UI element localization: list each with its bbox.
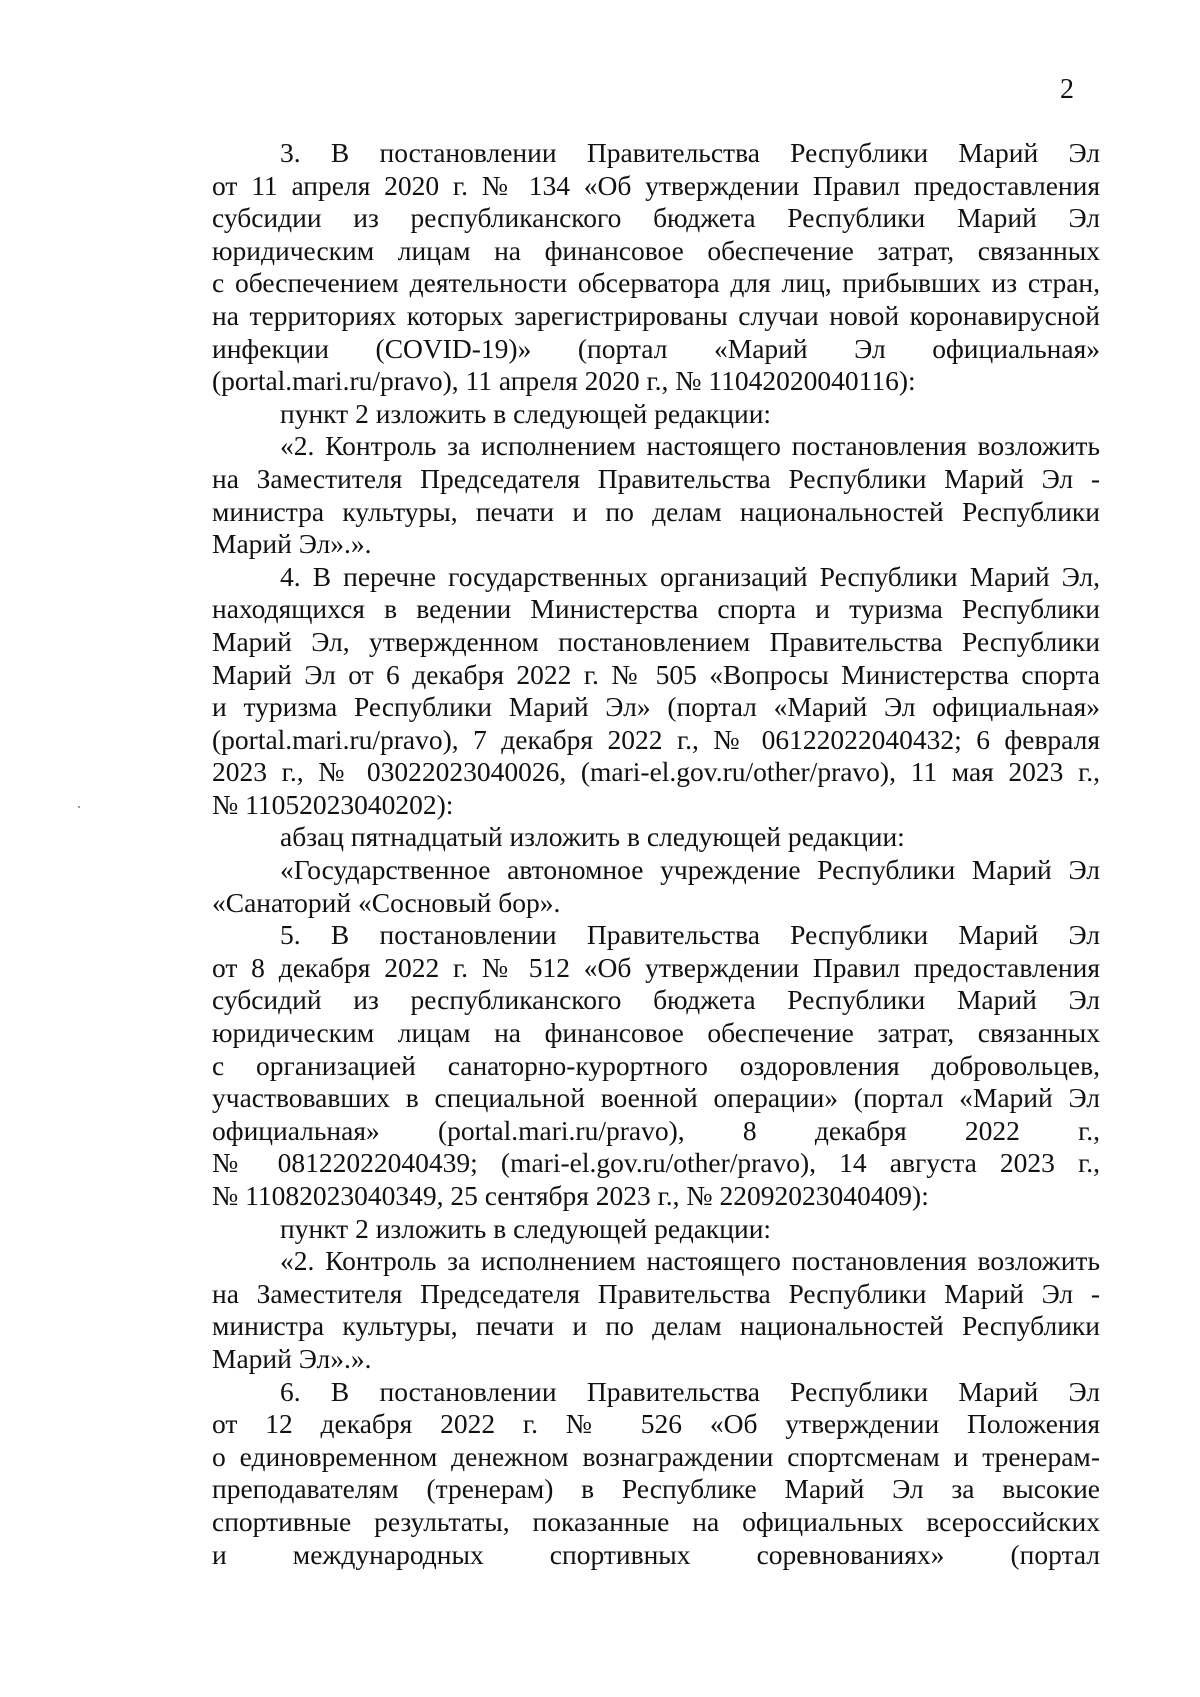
text-line: 6. В постановлении Правительства Республики Марий Эл	[280, 1375, 1100, 1407]
text-line: (portal.mari.ru/pravo), 11 апреля 2020 г., № 11042020040116):	[212, 365, 916, 397]
text-line: пункт 2 изложить в следующей редакции:	[280, 397, 772, 429]
text-line: (portal.mari.ru/pravo), 7 декабря 2022 г., № 06122022040432; 6 февраля	[212, 723, 1100, 755]
text-line: на территориях которых зарегистрированы случаи новой коронавирусной	[212, 299, 1100, 331]
paragraph-p4a	[212, 821, 1100, 854]
text-line: на Заместителя Председателя Правительства Республики Марий Эл -	[212, 1277, 1100, 1309]
text-line: находящихся в ведении Министерства спорта и туризма Республики	[212, 593, 1100, 625]
text-line: субсидий из республиканского бюджета Республики Марий Эл	[212, 984, 1100, 1016]
text-line: «2. Контроль за исполнением настоящего постановления возложить	[280, 1245, 1100, 1277]
text-line: «Государственное автономное учреждение Республики Марий Эл	[280, 854, 1100, 886]
text-line: преподавателям (тренерам) в Республике Марий Эл за высокие	[212, 1473, 1100, 1505]
text-line: с организацией санаторно-курортного оздоровления добровольцев,	[212, 1049, 1100, 1081]
text-line: 3. В постановлении Правительства Республики Марий Эл	[280, 137, 1100, 168]
text-line: инфекции (COVID-19)» (портал «Марий Эл официальная»	[212, 332, 1100, 364]
text-line: «Санаторий «Сосновый бор».	[212, 886, 561, 918]
text-line: пункт 2 изложить в следующей редакции:	[280, 1212, 772, 1244]
text-line: № 11082023040349, 25 сентября 2023 г., № 22092023040409):	[212, 1180, 929, 1211]
text-line: 2023 г., № 03022023040026, (mari-el.gov.ru/other/pravo), 11 мая 2023 г.,	[212, 756, 1100, 788]
text-line: от 11 апреля 2020 г. № 134 «Об утверждении Правил предоставления	[212, 169, 1100, 201]
text-line: спортивные результаты, показанные на официальных всероссийских	[212, 1505, 1100, 1537]
paragraph-p5b	[212, 1245, 1100, 1375]
text-line: субсидии из республиканского бюджета Республики Марий Эл	[212, 202, 1100, 234]
text-line: юридическим лицам на финансовое обеспечение затрат, связанных	[212, 234, 1100, 266]
paragraph-p3b	[212, 430, 1100, 560]
paragraph-p3	[212, 137, 1100, 398]
text-line: Марий Эл».».	[212, 528, 372, 560]
text-line: министра культуры, печати и по делам национальностей Республики	[212, 1310, 1100, 1342]
text-line: на Заместителя Председателя Правительства Республики Марий Эл -	[212, 462, 1100, 494]
text-line: 4. В перечне государственных организаций Республики Марий Эл,	[280, 560, 1100, 592]
text-line: абзац пятнадцатый изложить в следующей редакции:	[280, 821, 905, 853]
text-line: от 12 декабря 2022 г. № 526 «Об утверждении Положения	[212, 1408, 1100, 1440]
text-line: «2. Контроль за исполнением настоящего постановления возложить	[280, 430, 1100, 462]
text-line: Марий Эл от 6 декабря 2022 г. № 505 «Вопросы Министерства спорта	[212, 658, 1100, 690]
text-line: участвовавших в специальной военной операции» (портал «Марий Эл	[212, 1082, 1100, 1114]
paragraph-p3a	[212, 398, 1100, 431]
text-line: Марий Эл».».	[212, 1342, 372, 1374]
paragraph-p5a	[212, 1213, 1100, 1246]
text-line: министра культуры, печати и по делам национальностей Республики	[212, 495, 1100, 527]
paragraph-p5	[212, 919, 1100, 1212]
document-body	[212, 137, 1100, 1571]
text-line: и туризма Республики Марий Эл» (портал «Марий Эл официальная»	[212, 691, 1100, 723]
text-line: от 8 декабря 2022 г. № 512 «Об утверждении Правил предоставления	[212, 951, 1100, 983]
text-line: Марий Эл, утвержденном постановлением Правительства Республики	[212, 625, 1100, 657]
text-line: о единовременном денежном вознаграждении спортсменам и тренерам-	[212, 1440, 1100, 1472]
paragraph-p4	[212, 561, 1100, 822]
paragraph-p4b	[212, 854, 1100, 919]
text-line: № 11052023040202):	[212, 788, 454, 820]
text-line: № 08122022040439; (mari-el.gov.ru/other/pravo), 14 августа 2023 г.,	[212, 1147, 1100, 1179]
text-line: и международных спортивных соревнованиях» (портал	[212, 1538, 1100, 1570]
text-line: юридическим лицам на финансовое обеспечение затрат, связанных	[212, 1017, 1100, 1049]
scan-artifact	[78, 806, 80, 808]
paragraph-p6	[212, 1376, 1100, 1572]
page-number: 2	[1060, 74, 1074, 105]
text-line: с обеспечением деятельности обсерватора для лиц, прибывших из стран,	[212, 267, 1100, 299]
text-line: 5. В постановлении Правительства Республики Марий Эл	[280, 919, 1100, 951]
text-line: официальная» (portal.mari.ru/pravo), 8 декабря 2022 г.,	[212, 1114, 1100, 1146]
